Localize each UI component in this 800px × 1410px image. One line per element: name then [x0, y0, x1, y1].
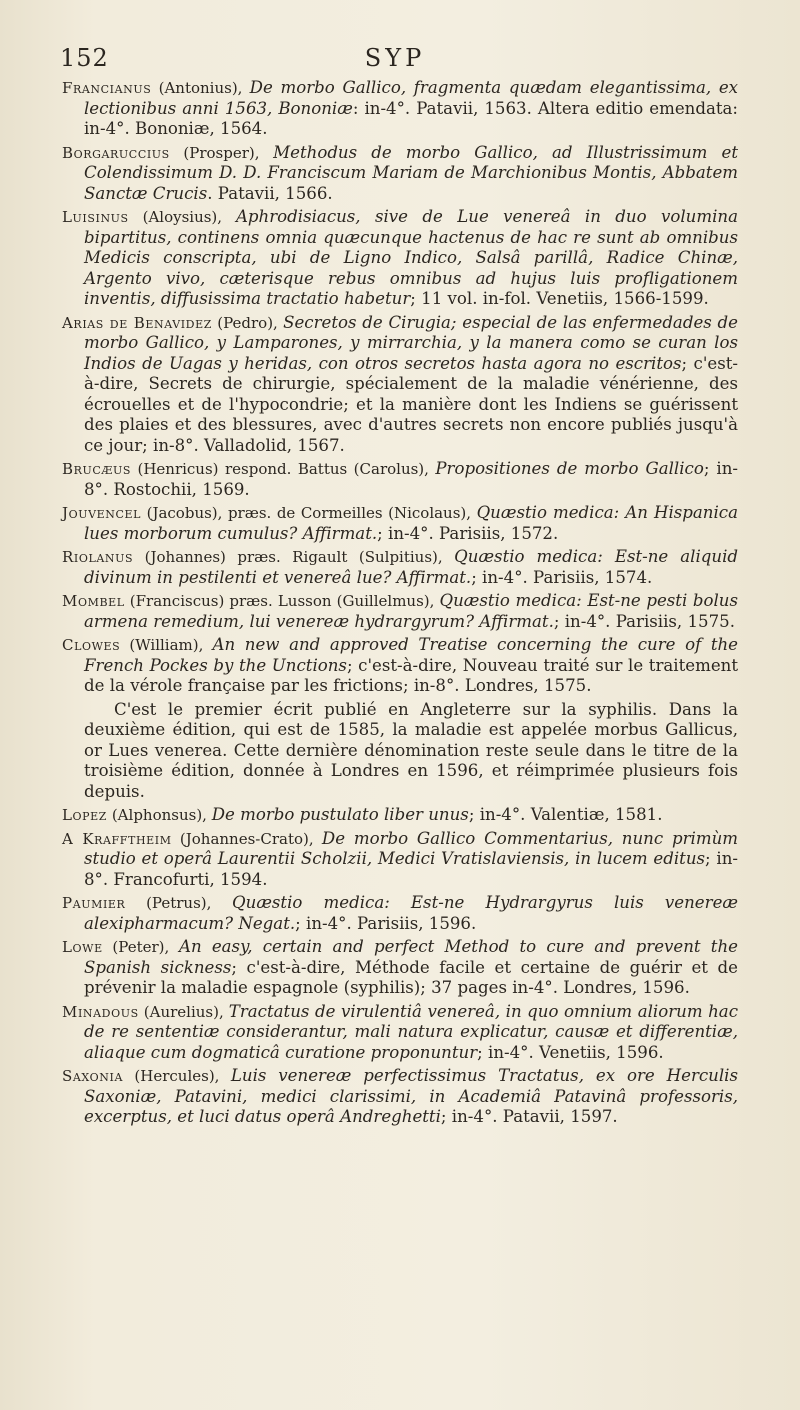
entry-title: Propositiones de morbo Gallico [435, 459, 704, 478]
entry-given-name: (Henricus) respond. Battus (Carolus), [131, 460, 436, 478]
entry-author: Saxonia [62, 1067, 123, 1085]
entry-title: Secretos de Cirugia; especial de las enfermedades de morbo Gallico, y Lamparones, y mirrarchia, y la manera como se curan los Indios de Uagas y heridas, con otros secretos hasta agora no escritos [84, 312, 739, 373]
entry-details: ; c'est-à-dire, Secrets de chirurgie, spécialement de la maladie vénérienne, des écrouelles et de l'hypocondrie; et la manière dont les Indiens se guérissent des plaies et des blessures, avec d'autres secrets non encore publiés jusqu'à ce jour; in-8°. Valladolid, 1567. [84, 353, 738, 455]
entry-details: ; in-4°. Valentiæ, 1581. [468, 805, 663, 824]
entry-title: Quæstio medica: Est-ne Hydrargyrus luis venereæ alexipharmacum? Negat. [84, 893, 738, 933]
entry-given-name: (Pedro), [211, 313, 284, 332]
entry-details: ; in-4°. Parisiis, 1574. [471, 567, 653, 587]
entry-author: Mombel [62, 592, 125, 610]
bibliography-entry [62, 829, 738, 891]
entry-author: Jouvencel [62, 504, 142, 522]
entry-details: : in-4°. Patavii, 1563. Altera editio emendata: in-4°. Bononiæ, 1564. [84, 98, 738, 138]
bibliography-entry [62, 1066, 738, 1128]
entry-details: ; 11 vol. in-fol. Venetiis, 1566-1599. [410, 289, 709, 308]
entry-given-name: (Antonius), [151, 79, 250, 97]
bibliography-entry [62, 547, 738, 588]
entry-title: Quæstio medica: Est-ne pesti bolus armena remedium, lui venereæ hydrargyrum? Affirmat. [84, 591, 738, 631]
entry-given-name: (Franciscus) præs. Lusson (Guillelmus), [124, 592, 440, 610]
entry-given-name: (Johannes-Crato), [171, 829, 322, 848]
entry-title: An easy, certain and perfect Method to cure and prevent the Spanish sickness [84, 937, 738, 977]
entry-given-name: (Peter), [102, 938, 179, 956]
bibliography-entry [62, 143, 738, 205]
entry-details: ; in-4°. Patavii, 1597. [440, 1107, 618, 1126]
entry-author: Francianus [62, 79, 152, 97]
bibliography-entry [62, 635, 738, 697]
entry-title: Quæstio medica: An Hispanica lues morborum cumulus? Affirmat. [84, 503, 738, 543]
entry-given-name: (William), [120, 636, 213, 654]
page-header [60, 44, 730, 78]
entry-details: ; in-4°. Parisiis, 1572. [377, 523, 559, 543]
entry-author: Lowe [62, 938, 103, 956]
entry-author: A Krafftheim [62, 829, 172, 848]
entry-author: Luisinus [62, 208, 129, 226]
entry-details: ; in-4°. Parisiis, 1575. [553, 611, 735, 631]
entry-author: Paumier [62, 894, 126, 912]
entry-title: De morbo Gallico, fragmenta quædam elegantissima, ex lectionibus anni 1563, Bononiæ [84, 78, 738, 118]
bibliography-entry [62, 313, 738, 457]
bibliography-entry [62, 459, 738, 500]
entry-title: Methodus de morbo Gallico, ad Illustrissimum et Colendissimum D. D. Franciscum Mariam de Marchionibus Montis, Abbatem Sanctæ Crucis [84, 142, 739, 203]
entry-title: De morbo pustulato liber unus [211, 805, 469, 824]
bibliography-entry [62, 893, 738, 934]
entry-author: Riolanus [62, 548, 134, 566]
entry-details: ; in-4°. Parisiis, 1596. [295, 913, 477, 933]
entry-given-name: (Hercules), [123, 1067, 231, 1085]
bibliography-entry [62, 78, 738, 140]
entry-details: ; c'est-à-dire, Nouveau traité sur le traitement de la vérole française par les frictions; in-8°. Londres, 1575. [84, 655, 738, 695]
bibliography-entry [62, 1002, 738, 1064]
entry-author: Lopez [62, 806, 108, 824]
running-head: SYP [364, 44, 426, 72]
entry-note: C'est le premier écrit publié en Angleterre sur la syphilis. Dans la deuxième édition, qui est de 1585, la maladie est appelée morbus Gallicus, or Lues venerea. Cette dernière dénomination reste seule dans le titre de la troisième édition, donnée à Londres en 1596, et réimprimée plusieurs fois depuis. [84, 699, 738, 801]
entry-given-name: (Jacobus), præs. de Cormeilles (Nicolaus), [141, 504, 477, 522]
entry-details: ; in-8°. Francofurti, 1594. [84, 849, 738, 889]
entry-given-name: (Prosper), [169, 143, 274, 162]
entry-title: An new and approved Treatise concerning the cure of the French Pockes by the Unctions [84, 635, 738, 675]
bibliography-entries [62, 78, 738, 1131]
entry-author: Arias de Benavidez [62, 313, 212, 332]
entry-given-name: (Aurelius), [138, 1002, 229, 1021]
entry-title: Aphrodisiacus, sive de Lue venereâ in duo volumina bipartitus, continens omnia quæcunque hactenus de hac re sunt ab omnibus Medicis conscripta, ubi de Ligno Indico, Salsâ parillâ, Radice Chinæ, Argento vivo, cæterisque rebus omnibus ad hujus luis profligationem inventis, diffusissima tractatio habetur [84, 207, 738, 308]
entry-details: ; in-4°. Venetiis, 1596. [477, 1042, 664, 1062]
entry-title: Tractatus de virulentiâ venereâ, in quo omnium aliorum hac de re sententiæ considerantur, mali natura explicatur, causæ et differentiæ, aliaque cum dogmaticâ curatione proponuntur [84, 1001, 738, 1062]
entry-title: Luis venereæ perfectissimus Tractatus, ex ore Herculis Saxoniæ, Patavini, medici clarissimi, in Academiâ Patavinâ professoris, excerptus, et luci datus operâ Andreghetti [84, 1066, 738, 1126]
entry-title: De morbo Gallico Commentarius, nunc primùm studio et operâ Laurentii Scholzii, Medici Vratislaviensis, in lucem editus [84, 828, 738, 868]
entry-details: ; c'est-à-dire, Méthode facile et certaine de guérir et de prévenir la maladie espagnole (syphilis); 37 pages in-4°. Londres, 1596. [84, 957, 738, 997]
entry-title: Quæstio medica: Est-ne aliquid divinum in pestilenti et venereâ lue? Affirmat. [84, 547, 738, 587]
entry-details: . Patavii, 1566. [207, 183, 333, 203]
entry-author: Borgaruccius [62, 143, 170, 162]
bibliography-entry [62, 503, 738, 544]
entry-given-name: (Johannes) præs. Rigault (Sulpitius), [133, 548, 455, 566]
entry-details: ; in-8°. Rostochii, 1569. [84, 459, 738, 499]
entry-author: Brucæus [62, 460, 132, 478]
entry-given-name: (Aloysius), [128, 208, 236, 226]
entry-given-name: (Alphonsus), [107, 806, 212, 824]
bibliography-entry [62, 937, 738, 999]
bibliography-entry [62, 805, 738, 826]
entry-author: Clowes [62, 636, 121, 654]
bibliography-entry [62, 591, 738, 632]
entry-given-name: (Petrus), [125, 894, 233, 912]
bibliography-entry [62, 207, 738, 310]
page-number: 152 [60, 44, 109, 72]
entry-author: Minadous [62, 1002, 139, 1021]
